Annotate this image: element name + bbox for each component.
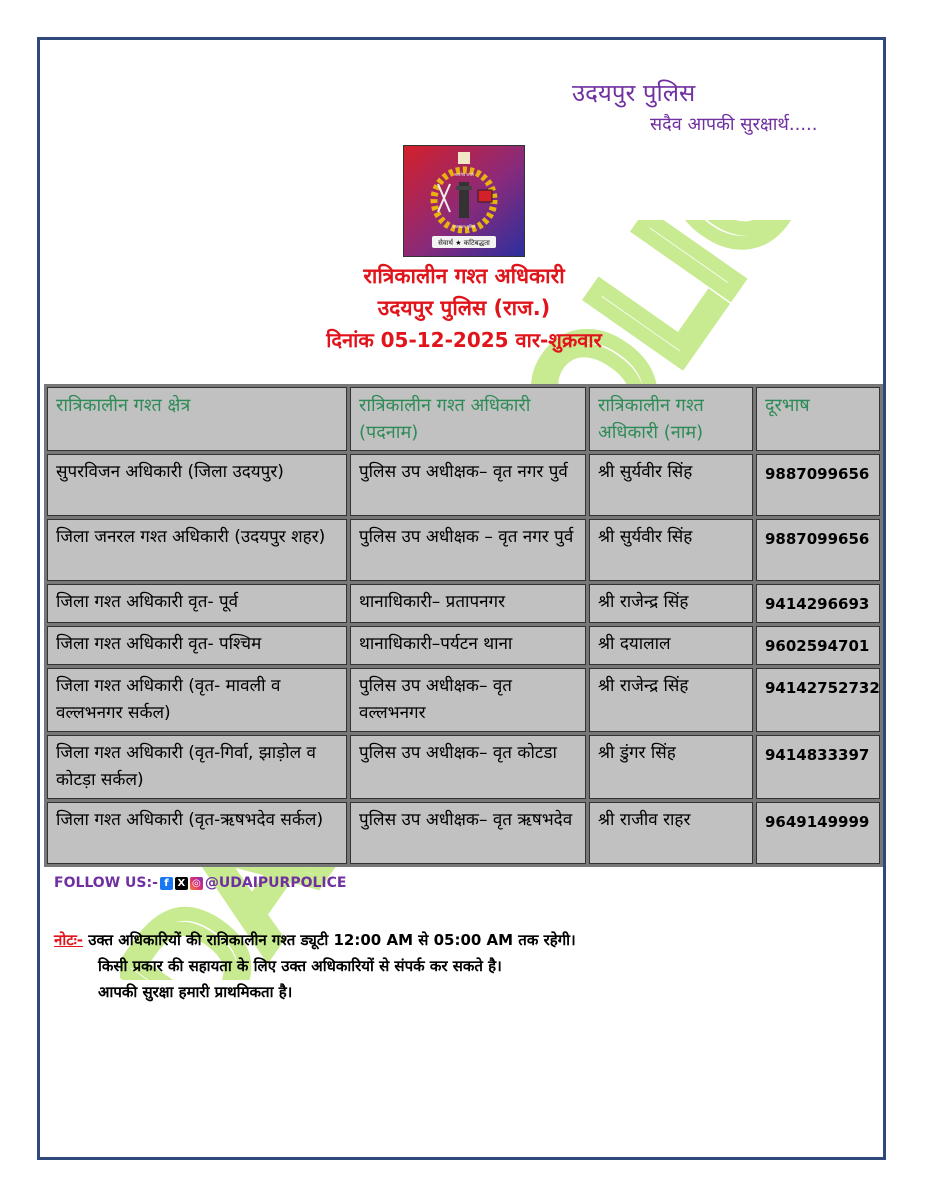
cell-phone: 9887099656 [756, 519, 880, 581]
table-row [47, 735, 880, 799]
table-row [47, 519, 880, 581]
cell-phone: 9602594701 [756, 626, 880, 665]
cell-name: श्री दयालाल [589, 626, 753, 665]
cell-designation: पुलिस उप अधीक्षक– वृत ऋषभदेव [350, 802, 586, 864]
column-header-area: रात्रिकालीन गश्त क्षेत्र [47, 387, 347, 451]
note-block [54, 927, 576, 1005]
patrol-officers-table [44, 384, 883, 867]
heading-title: रात्रिकालीन गश्त अधिकारी [363, 264, 565, 288]
cell-designation: थानाधिकारी– प्रतापनगर [350, 584, 586, 623]
police-emblem-logo [403, 145, 525, 257]
cell-designation: पुलिस उप अधीक्षक – वृत नगर पुर्व [350, 519, 586, 581]
cell-name: श्री सुर्यवीर सिंह [589, 519, 753, 581]
table-header-row [47, 387, 880, 451]
column-header-phone: दूरभाष [756, 387, 880, 451]
cell-area: जिला गश्त अधिकारी (वृत- मावली व वल्लभनगर सर्कल) [47, 668, 347, 732]
note-label: नोटः- [54, 931, 84, 949]
x-icon[interactable]: X [175, 877, 188, 890]
cell-name: श्री राजेन्द्र सिंह [589, 668, 753, 732]
emblem-motto: सेवार्थ ★ कटिबद्धता [438, 239, 490, 247]
cell-area: जिला जनरल गश्त अधिकारी (उदयपुर शहर) [47, 519, 347, 581]
cell-area: सुपरविजन अधिकारी (जिला उदयपुर) [47, 454, 347, 516]
cell-name: श्री राजेन्द्र सिंह [589, 584, 753, 623]
table-row [47, 802, 880, 864]
follow-label: FOLLOW US:- [54, 875, 158, 891]
heading-date: दिनांक 05-12-2025 वार-शुक्रवार [326, 328, 602, 352]
emblem-inner-text: राजस्थान पुलिस [452, 224, 476, 229]
cell-phone: 9414833397 [756, 735, 880, 799]
cell-phone: 9414296693 [756, 584, 880, 623]
cell-phone: 94142752732 [756, 668, 880, 732]
note-line-1: उक्त अधिकारियों की रात्रिकालीन गश्त ड्यूटी 12:00 AM से 05:00 AM तक रहेगी। [88, 931, 576, 949]
instagram-icon[interactable]: ◎ [190, 877, 203, 890]
header-title: उदयपुर पुलिस [572, 79, 696, 107]
note-line-2: किसी प्रकार की सहायता के लिए उक्त अधिकारियों से संपर्क कर सकते है। [98, 957, 502, 975]
cell-designation: पुलिस उप अधीक्षक– वृत वल्लभनगर [350, 668, 586, 732]
heading-subtitle: उदयपुर पुलिस (राज.) [377, 296, 551, 320]
cell-area: जिला गश्त अधिकारी वृत- पूर्व [47, 584, 347, 623]
cell-designation: पुलिस उप अधीक्षक– वृत नगर पुर्व [350, 454, 586, 516]
cell-designation: पुलिस उप अधीक्षक– वृत कोटडा [350, 735, 586, 799]
cell-area: जिला गश्त अधिकारी (वृत-ऋषभदेव सर्कल) [47, 802, 347, 864]
emblem-top-text: सत्यमेव जयते [454, 172, 474, 177]
column-header-designation: रात्रिकालीन गश्त अधिकारी (पदनाम) [350, 387, 586, 451]
cell-name: श्री राजीव राहर [589, 802, 753, 864]
cell-name: श्री डुंगर सिंह [589, 735, 753, 799]
header-tagline: सदैव आपकी सुरक्षार्थ..... [650, 114, 818, 135]
cell-phone: 9887099656 [756, 454, 880, 516]
facebook-icon[interactable]: f [160, 877, 173, 890]
social-handle[interactable]: @UDAIPURPOLICE [204, 875, 347, 891]
cell-designation: थानाधिकारी–पर्यटन थाना [350, 626, 586, 665]
social-follow-line [54, 875, 346, 891]
cell-area: जिला गश्त अधिकारी (वृत-गिर्वा, झाड़ोल व कोटड़ा सर्कल) [47, 735, 347, 799]
table-row [47, 668, 880, 732]
column-header-name: रात्रिकालीन गश्त अधिकारी (नाम) [589, 387, 753, 451]
cell-phone: 9649149999 [756, 802, 880, 864]
table-row [47, 584, 880, 623]
note-line-3: आपकी सुरक्षा हमारी प्राथमिकता है। [98, 983, 293, 1001]
cell-name: श्री सुर्यवीर सिंह [589, 454, 753, 516]
table-row [47, 454, 880, 516]
cell-area: जिला गश्त अधिकारी वृत- पश्चिम [47, 626, 347, 665]
table-row [47, 626, 880, 665]
